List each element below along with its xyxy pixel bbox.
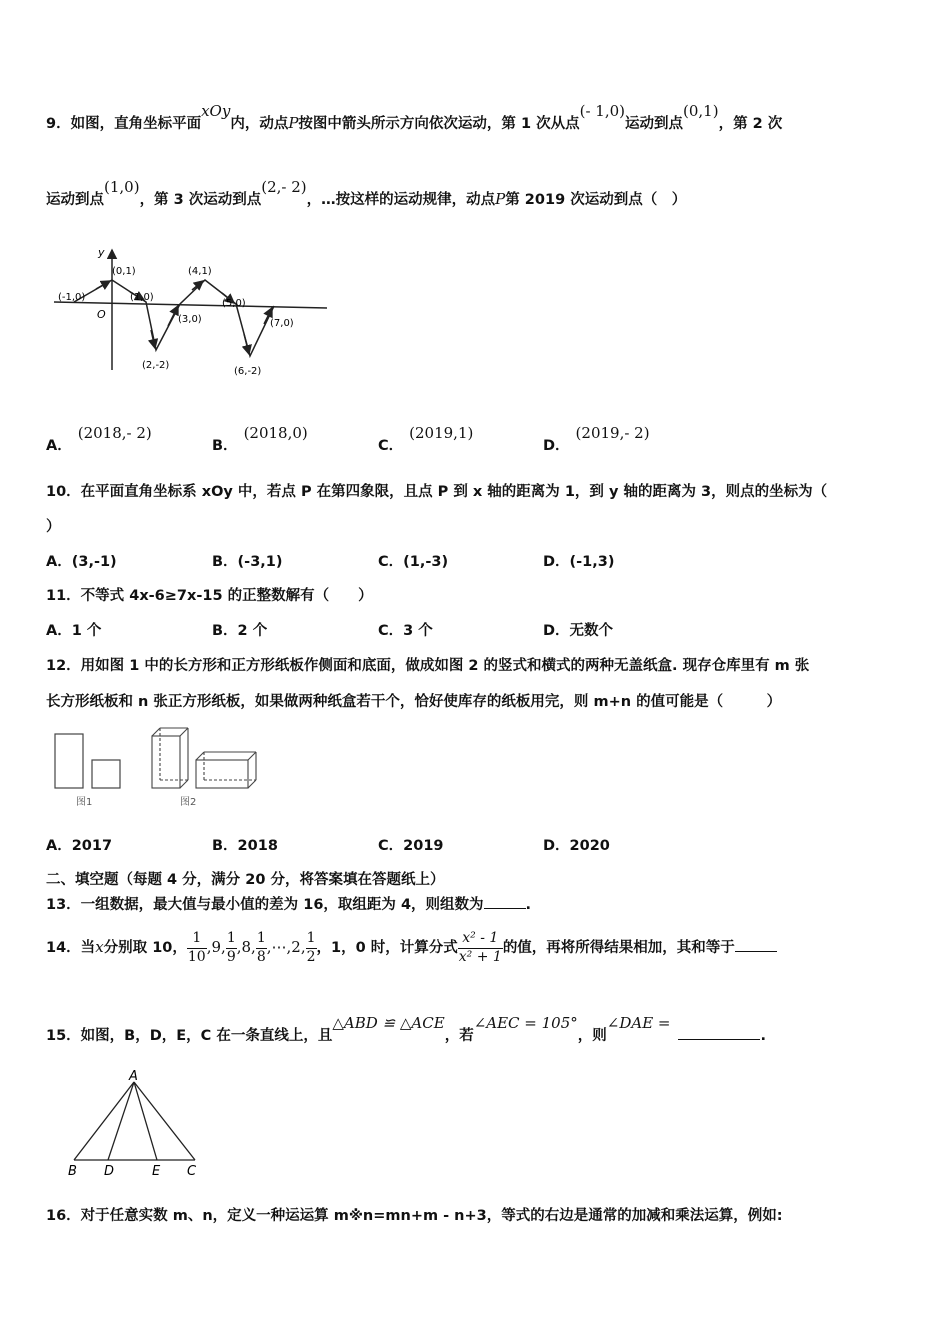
fraction-denominator: x² + 1 xyxy=(458,948,502,965)
option-letter: A． xyxy=(46,438,72,454)
q9-text: 按图中箭头所示方向依次运动，第 1 次从点 xyxy=(298,116,580,132)
q14-seq: ,8, xyxy=(236,938,256,956)
q9-point-start: (- 1,0) xyxy=(579,102,626,120)
q14-text: 分别取 10， xyxy=(103,940,187,956)
q9-point-2: (1,0) xyxy=(104,178,140,196)
side-ad xyxy=(108,1082,134,1160)
option-letter: B． xyxy=(212,438,238,454)
q9-text: ，…按这样的运动规律，动点 xyxy=(306,192,496,208)
q15-congruence: △ABD ≌ △ACE xyxy=(332,1014,445,1032)
q9-text: 运动到点 xyxy=(625,116,684,132)
option-value: (2019,- 2) xyxy=(575,424,650,442)
vertical-box xyxy=(152,728,188,788)
square-board xyxy=(92,760,120,788)
vertex-c: C xyxy=(187,1164,197,1179)
horizontal-box xyxy=(196,752,256,788)
option-letter: D． xyxy=(543,438,570,454)
q11-option-c[interactable]: C．3 个 xyxy=(378,623,433,639)
q14-seq: ,9, xyxy=(206,938,226,956)
q9-text: 内，动点 xyxy=(230,116,289,132)
q9-line2 xyxy=(46,178,687,209)
q12-line1: 12．用如图 1 中的长方形和正方形纸板作侧面和底面，做成如图 2 的竖式和横式的两种无盖纸盒. 现存仓库里有 m 张 xyxy=(46,658,810,674)
side-ab xyxy=(74,1082,134,1160)
q13-line xyxy=(46,893,531,914)
q16-line: 16．对于任意实数 m、n，定义一种运运算 m※n=mn+m - n+3，等式的右边是通常的加减和乘法运算，例如: xyxy=(46,1208,783,1224)
fraction-numerator: 1 xyxy=(226,930,237,949)
point-label: (5,0) xyxy=(222,298,246,309)
q9-text: ，第 3 次运动到点 xyxy=(139,192,262,208)
q14-text: 14．当 xyxy=(46,940,96,956)
origin-label: O xyxy=(97,308,106,321)
path-arrow xyxy=(192,281,203,290)
q15-text: ，则 xyxy=(577,1028,607,1044)
point-label: (6,-2) xyxy=(234,366,262,377)
q12-line2: 长方形纸板和 n 张正方形纸板，如果做两种纸盒若干个，恰好使库存的纸板用完，则 m+n 的值可能是（ ） xyxy=(46,694,782,710)
q12-figure xyxy=(50,722,265,812)
fig2-label: 图2 xyxy=(180,797,197,808)
q9-point-p: P xyxy=(288,114,299,132)
point-label: (-1,0) xyxy=(58,292,86,303)
fig1-label: 图1 xyxy=(76,797,93,808)
q9-option-c[interactable] xyxy=(378,424,474,455)
side-ae xyxy=(134,1082,157,1160)
option-value: (2018,0) xyxy=(243,424,308,442)
q14-variable: x xyxy=(95,938,104,956)
q10-option-b[interactable]: B．(-3,1) xyxy=(212,554,283,570)
fraction-denominator: 8 xyxy=(256,948,266,965)
q9-text: 9．如图，直角坐标平面 xyxy=(46,116,202,132)
section-heading: 二、填空题（每题 4 分，满分 20 分，将答案填在答题纸上） xyxy=(46,872,445,888)
y-label: y xyxy=(98,246,105,259)
q14-text: 的值，再将所得结果相加，其和等于 xyxy=(502,940,735,956)
q9-figure xyxy=(52,242,332,382)
q9-option-b[interactable] xyxy=(212,424,308,455)
x-axis xyxy=(54,302,327,308)
fraction-numerator: 1 xyxy=(256,930,267,949)
fraction-denominator: 2 xyxy=(306,948,316,965)
q10-option-d[interactable]: D．(-1,3) xyxy=(543,554,615,570)
q15-line xyxy=(46,1014,766,1045)
q9-text: 运动到点 xyxy=(46,192,104,208)
q13-end: . xyxy=(525,897,532,913)
q12-option-a[interactable]: A．2017 xyxy=(46,838,113,854)
q13-text: 13．一组数据，最大值与最小值的差为 16，取组距为 4，则组数为 xyxy=(46,897,484,913)
path-arrow xyxy=(168,306,178,326)
q12-option-b[interactable]: B．2018 xyxy=(212,838,278,854)
fraction xyxy=(306,930,317,966)
q15-end: . xyxy=(760,1028,766,1044)
option-value: (2019,1) xyxy=(409,424,474,442)
fraction xyxy=(256,930,267,966)
side-ac xyxy=(134,1082,195,1160)
q9-plane-label: xOy xyxy=(201,102,231,120)
path-arrow xyxy=(244,334,249,354)
q10-option-c[interactable]: C．(1,-3) xyxy=(378,554,449,570)
vertex-b: B xyxy=(68,1164,77,1179)
q14-seq: ,⋯,2, xyxy=(266,938,306,956)
q10-line2: ） xyxy=(46,519,61,535)
q15-text: ，若 xyxy=(444,1028,474,1044)
fraction-numerator: 1 xyxy=(187,930,207,949)
vertex-e: E xyxy=(152,1164,161,1179)
q11-option-a[interactable]: A．1 个 xyxy=(46,623,102,639)
q15-given-angle: ∠AEC = 105° xyxy=(473,1014,578,1032)
point-label: (7,0) xyxy=(270,318,294,329)
point-label: (0,1) xyxy=(112,266,136,277)
fraction xyxy=(226,930,237,966)
q11-option-d[interactable]: D．无数个 xyxy=(543,623,614,639)
q11-line: 11．不等式 4x-6≥7x-15 的正整数解有（ ） xyxy=(46,588,373,604)
rectangle-board xyxy=(55,734,83,788)
fraction-numerator: 1 xyxy=(306,930,317,949)
q10-line1: 10．在平面直角坐标系 xOy 中，若点 P 在第四象限，且点 P 到 x 轴的距离为 1，到 y 轴的距离为 3，则点的坐标为（ xyxy=(46,484,828,500)
q15-figure xyxy=(62,1068,212,1180)
q12-option-d[interactable]: D．2020 xyxy=(543,838,610,854)
q9-text: 第 2019 次运动到点（ ） xyxy=(505,192,687,208)
q9-point-3: (2,- 2) xyxy=(261,178,307,196)
vertex-d: D xyxy=(104,1164,115,1179)
q13-answer-blank[interactable] xyxy=(484,894,526,909)
vertex-a: A xyxy=(129,1069,138,1084)
point-label: (3,0) xyxy=(178,314,202,325)
q11-option-b[interactable]: B．2 个 xyxy=(212,623,268,639)
path-arrow xyxy=(96,281,110,289)
fraction-denominator: 10 xyxy=(187,948,206,965)
q14-line xyxy=(46,930,777,966)
point-label: (2,-2) xyxy=(142,360,170,371)
fraction xyxy=(187,930,207,966)
q9-line1 xyxy=(46,102,783,133)
point-label: (1,0) xyxy=(130,292,154,303)
q9-option-d[interactable] xyxy=(543,424,650,455)
q15-answer-blank[interactable] xyxy=(678,1025,760,1040)
option-value: (2018,- 2) xyxy=(77,424,152,442)
fraction-denominator: 9 xyxy=(226,948,236,965)
q15-asked-angle: ∠DAE = xyxy=(606,1014,671,1032)
expression-fraction xyxy=(458,930,503,966)
q9-text: ，第 2 次 xyxy=(718,116,783,132)
q14-answer-blank[interactable] xyxy=(735,937,777,952)
option-letter: C． xyxy=(378,438,404,454)
fraction-numerator: x² - 1 xyxy=(458,930,503,949)
q10-option-a[interactable]: A．(3,-1) xyxy=(46,554,117,570)
q9-point-p: P xyxy=(495,190,506,208)
point-label: (4,1) xyxy=(188,266,212,277)
q12-option-c[interactable]: C．2019 xyxy=(378,838,444,854)
q14-text: ，1，0 时，计算分式 xyxy=(316,940,458,956)
q15-text: 15．如图，B，D，E，C 在一条直线上，且 xyxy=(46,1028,333,1044)
q9-option-a[interactable] xyxy=(46,424,152,455)
q9-point-1: (0,1) xyxy=(683,102,719,120)
